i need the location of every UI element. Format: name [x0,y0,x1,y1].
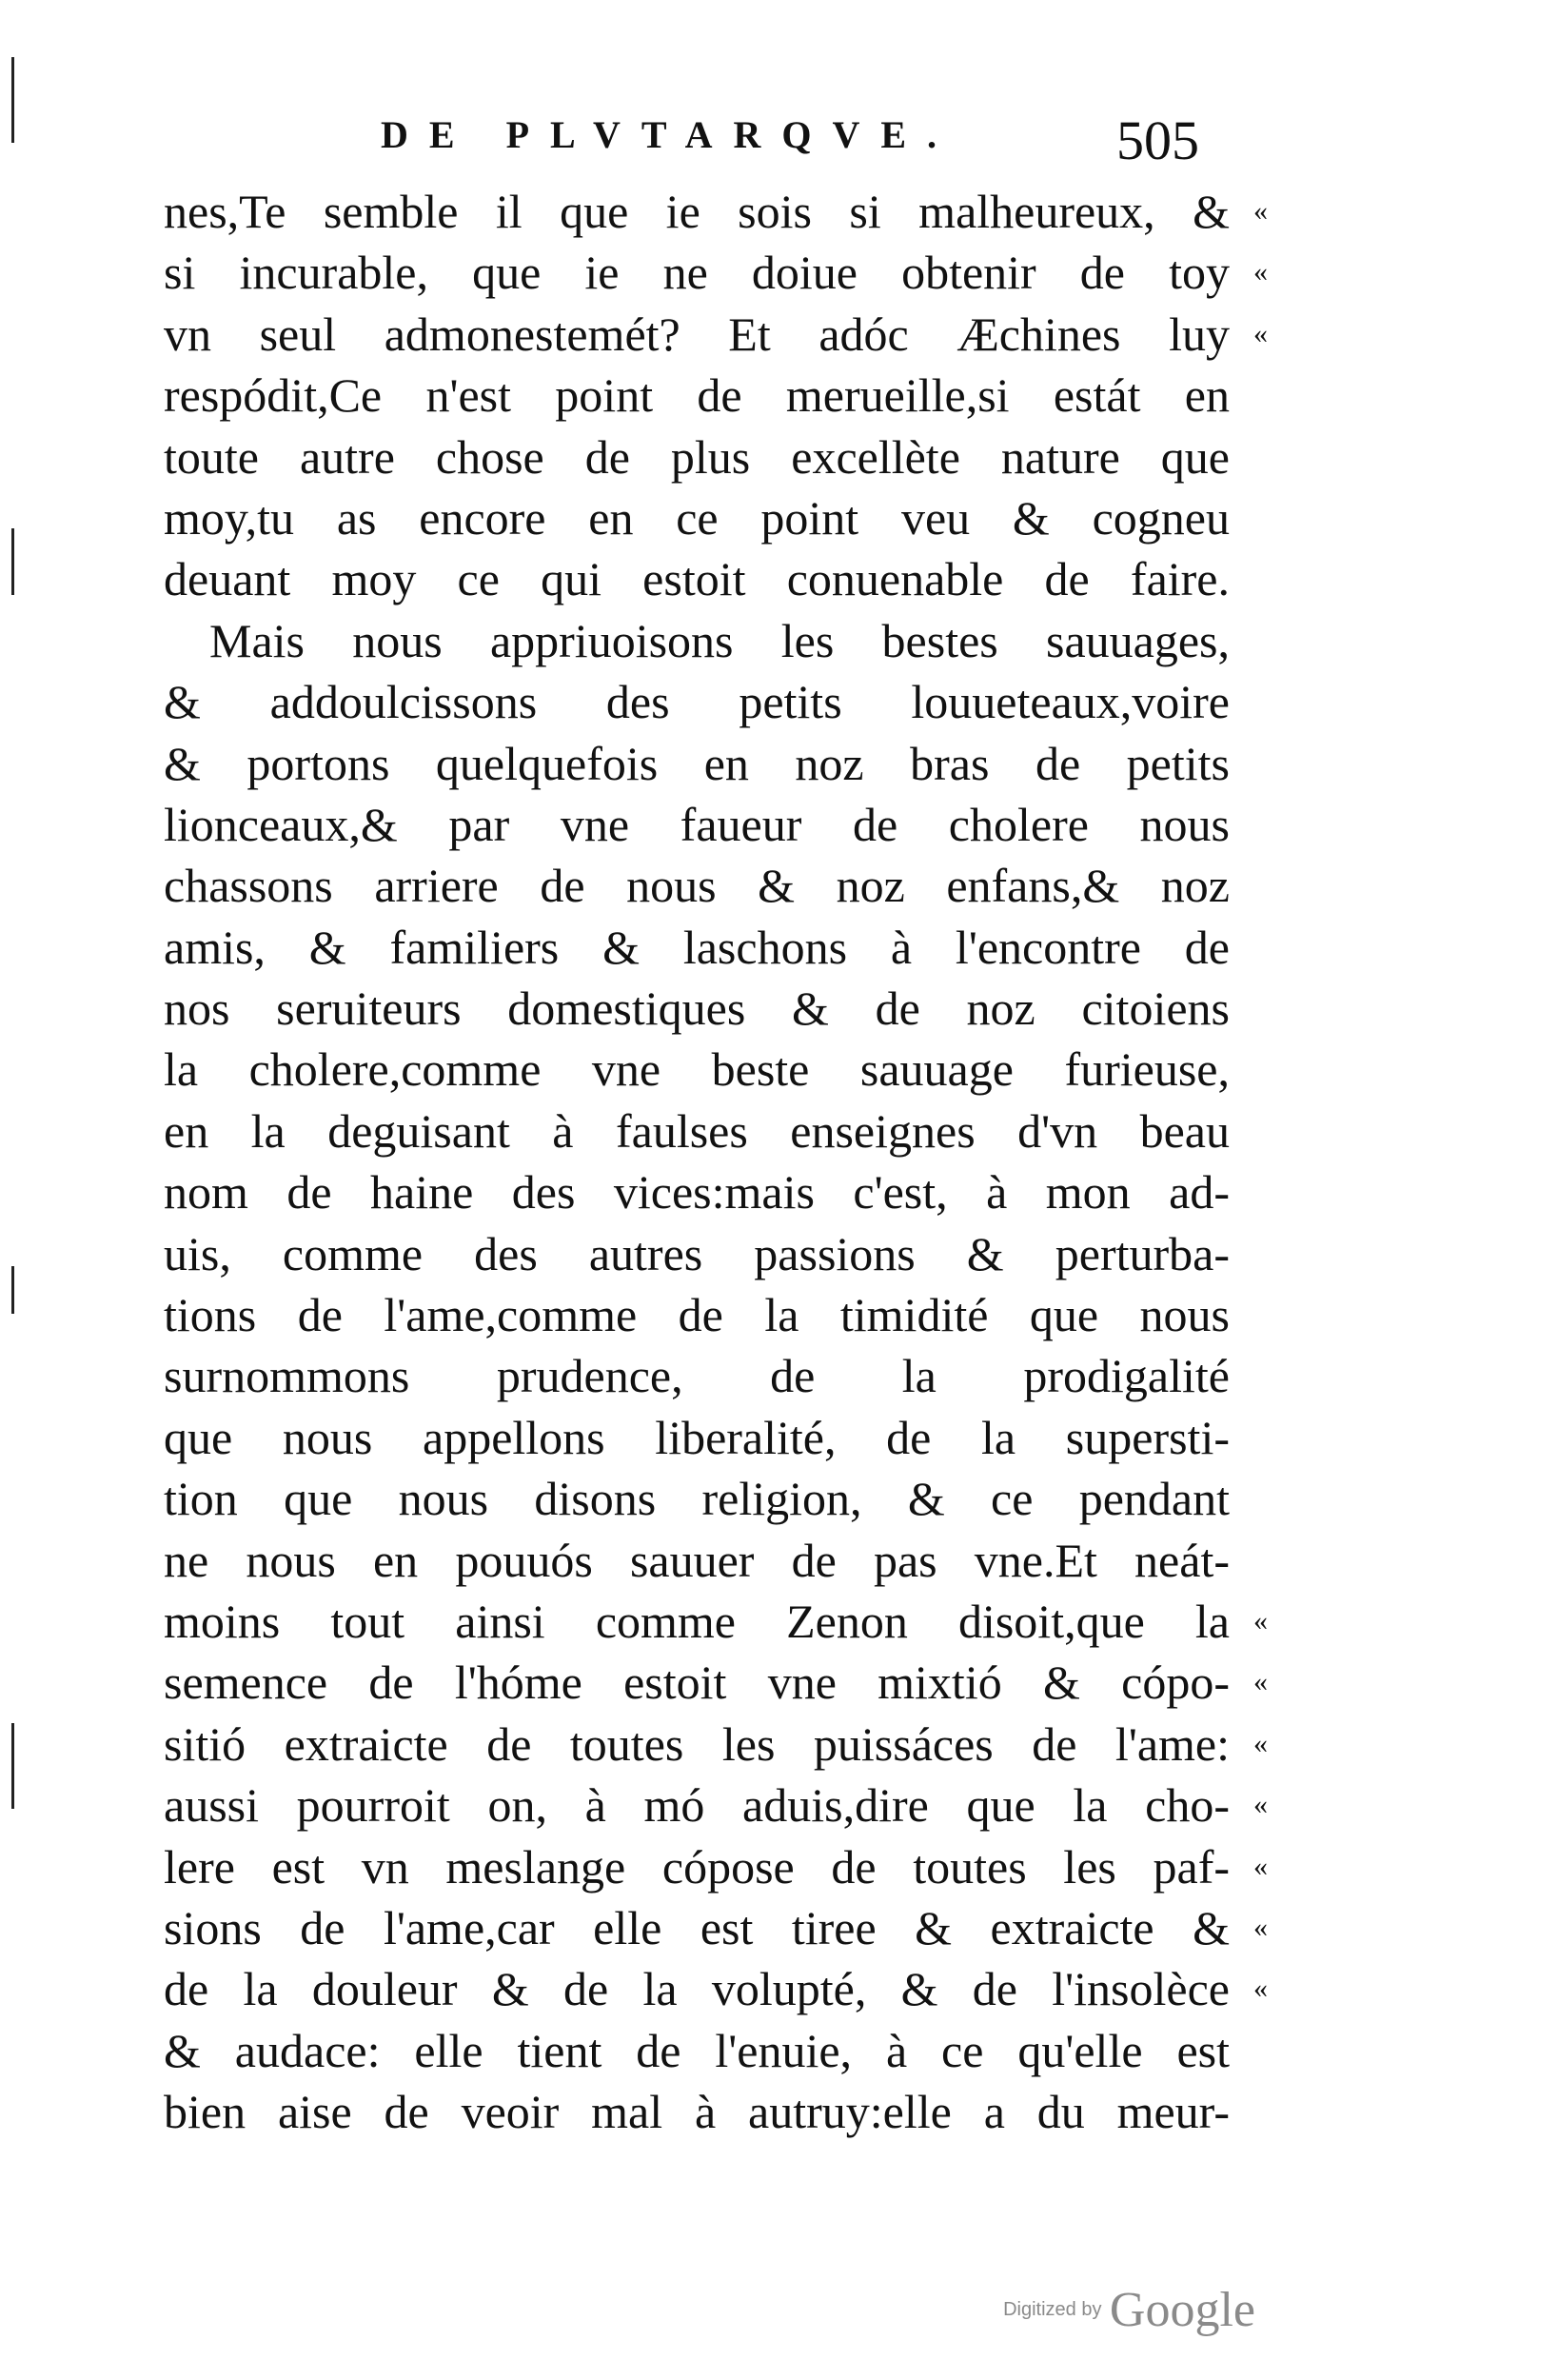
text-line-content: de la douleur & de la volupté, & de l'insolèce [164,1962,1230,2016]
text-line-content: & audace: elle tient de l'enuie, à ce qu'elle est [164,2023,1230,2077]
text-line-content: Mais nous appriuoisons les bestes sauuages, [209,613,1230,667]
text-line-content: & addoulcissons des petits louueteaux,voire [164,675,1230,729]
text-line [164,1958,1268,2019]
text-line-content: moins tout ainsi comme Zenon disoit,que la [164,1594,1230,1648]
text-line [164,978,1230,1039]
text-line-content: uis, comme des autres passions & perturba- [164,1226,1230,1280]
text-line [164,1039,1230,1100]
text-line [164,1836,1268,1897]
digitized-by-google-watermark [1003,2282,1255,2338]
text-line [164,181,1268,242]
text-line [164,2020,1230,2081]
text-line [164,794,1230,855]
text-line-content: vn seul admonestemét? Et adóc Æchines luy [164,307,1230,361]
text-line-content: deuant moy ce qui estoit conuenable de faire. [164,552,1230,606]
text-line-content: lere est vn meslange cópose de toutes les paf- [164,1839,1230,1894]
text-line-content: bien aise de veoir mal à autruy:elle a du meur- [164,2085,1230,2139]
text-line [164,426,1230,487]
text-line-content: nes,Te semble il que ie sois si malheureux, & [164,185,1230,238]
google-logo: Google [1109,2283,1255,2337]
text-line-content: tion que nous disons religion, & ce pendant [164,1472,1230,1526]
text-line-content: amis, & familiers & laschons à l'encontre de [164,920,1230,974]
text-line [164,1530,1230,1591]
quotation-mark: « [1253,1666,1268,1698]
text-line-content: & portons quelquefois en noz bras de petits [164,736,1230,790]
running-head: DE PLVTARQVE. [381,113,958,156]
quotation-mark: « [1253,1850,1268,1882]
text-line-content: lionceaux,& par vne faueur de cholere nous [164,797,1230,851]
text-line [164,1161,1230,1222]
text-line-content: toute autre chose de plus excellète nature que [164,429,1230,484]
text-line [164,1714,1268,1775]
gutter-mark [11,528,14,595]
gutter-mark [11,1266,14,1314]
text-line [164,1591,1268,1652]
text-line [164,242,1268,303]
text-line-content: en la deguisant à faulses enseignes d'vn beau [164,1103,1230,1158]
text-line-content: si incurable, que ie ne doiue obtenir de toy [164,246,1230,300]
text-line-content: moy,tu as encore en ce point veu & cogneu [164,490,1230,545]
page-number: 505 [1116,109,1199,171]
body-text [164,181,1268,2143]
text-line [164,1223,1230,1284]
page-header [381,109,1199,171]
text-line-content: tions de l'ame,comme de la timidité que nous [164,1288,1230,1342]
text-line [164,1775,1268,1835]
text-line [164,917,1230,978]
quotation-mark: « [1253,256,1268,288]
text-line-content: surnommons prudence, de la prodigalité [164,1349,1230,1403]
quotation-mark: « [1253,317,1268,349]
text-line [164,548,1230,609]
quotation-mark: « [1253,1604,1268,1636]
text-line [164,1652,1268,1713]
text-line [164,733,1230,794]
text-line [164,2081,1230,2142]
text-line [164,1407,1230,1468]
text-line [164,304,1268,365]
quotation-mark: « [1253,1727,1268,1759]
text-line-content: sitió extraicte de toutes les puissáces de l'ame: [164,1716,1230,1771]
text-line [164,365,1230,426]
text-line-content: semence de l'hóme estoit vne mixtió & cópo- [164,1656,1230,1710]
quotation-mark: « [1253,1973,1268,2005]
gutter-mark [11,1723,14,1809]
quotation-mark: « [1253,1789,1268,1821]
quotation-mark: « [1253,1911,1268,1943]
text-line-content: sions de l'ame,car elle est tiree & extraicte & [164,1900,1230,1954]
text-line [164,855,1230,916]
digitized-label: Digitized by [1003,2299,1102,2320]
text-line [164,1345,1230,1406]
text-line [164,1101,1230,1161]
text-line [164,610,1230,671]
text-line-content: la cholere,comme vne beste sauuage furieuse, [164,1042,1230,1097]
text-line-content: aussi pourroit on, à mó aduis,dire que la cho- [164,1778,1230,1833]
text-line-content: chassons arriere de nous & noz enfans,& noz [164,859,1230,913]
text-line [164,671,1230,732]
gutter-mark [11,57,14,143]
text-line [164,1897,1268,1958]
quotation-mark: « [1253,195,1268,227]
text-line-content: ne nous en pouuós sauuer de pas vne.Et neát- [164,1533,1230,1587]
text-line-content: que nous appellons liberalité, de la supersti- [164,1410,1230,1464]
text-line [164,487,1230,548]
text-line-content: nom de haine des vices:mais c'est, à mon ad- [164,1165,1230,1220]
text-line [164,1284,1230,1345]
text-line-content: respódit,Ce n'est point de merueille,si estát en [164,368,1230,423]
text-line-content: nos seruiteurs domestiques & de noz citoiens [164,982,1230,1036]
text-line [164,1468,1230,1529]
